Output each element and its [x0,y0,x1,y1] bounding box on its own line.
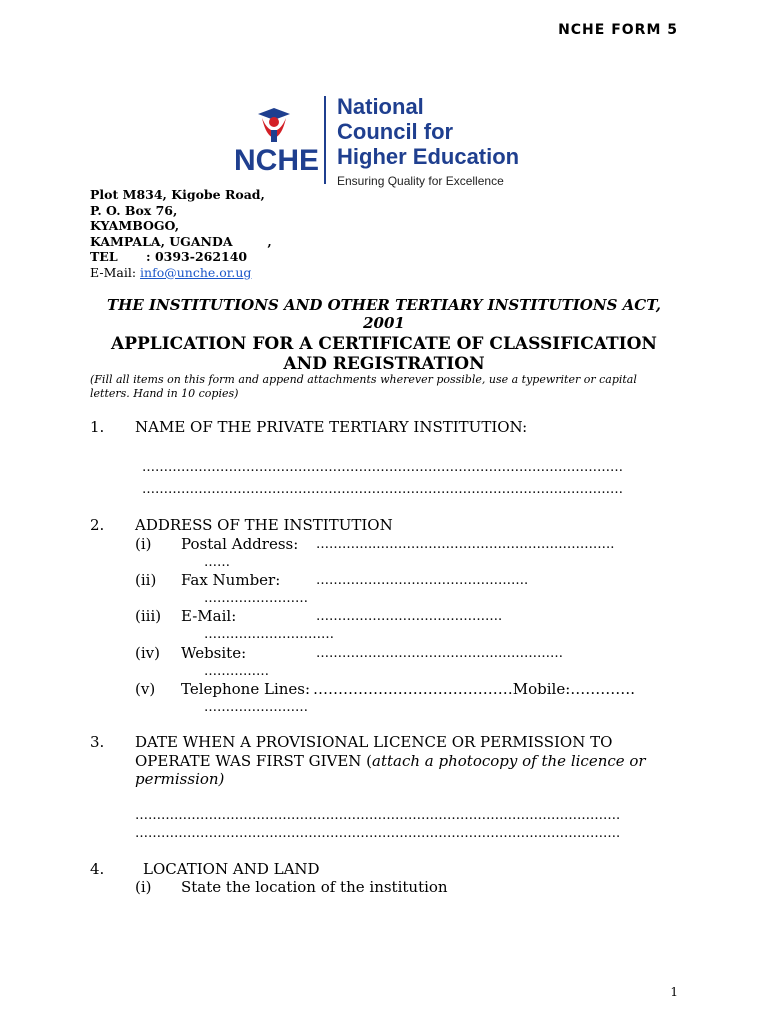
q3-line-3: permission) [135,770,225,788]
telephone-mobile-field[interactable]: …………….……………………Mobile:…………. [313,680,636,698]
address-line-1: Plot M834, Kigobe Road, [90,187,265,202]
website-field-cont[interactable]: …………… [204,664,269,679]
q3-number: 3. [90,733,105,751]
act-title: THE INSTITUTIONS AND OTHER TERTIARY INSTITUTIONS ACT, 2001 [107,296,661,332]
q3-line-2-plain: OPERATE WAS FIRST GIVEN ( [135,752,373,770]
address-line-4: KAMPALA, UGANDA , [90,233,272,249]
q3-answer-line-1[interactable]: …………………………………………………………………………………………………. [135,808,621,823]
logo-line-3: Higher Education [337,144,520,169]
telephone-lines-label: Telephone Lines: [181,680,311,698]
q3-line-2 [135,752,646,770]
q2-label: ADDRESS OF THE INSTITUTION [135,516,393,534]
logo-line-2: Council for [337,119,454,144]
fax-number-field-cont[interactable]: …………………… [204,591,308,606]
email-field-cont[interactable]: ………………………… [204,627,334,642]
q2-sub-v-number: (v) [135,680,156,698]
address-line-2: P. O. Box 76, [90,202,178,218]
telephone-line [90,249,272,265]
website-label: Website: [181,644,247,662]
q2-sub-ii-number: (ii) [135,571,157,589]
q1-label: NAME OF THE PRIVATE TERTIARY INSTITUTION: [135,418,528,436]
q3-line-2-italic: attach a photocopy of the licence or [372,752,646,770]
fax-number-label: Fax Number: [181,571,281,589]
logo-tagline: Ensuring Quality for Excellence [337,174,504,188]
q3-line-1: DATE WHEN A PROVISIONAL LICENCE OR PERMISSION TO [135,733,613,751]
instructions-note: (Fill all items on this form and append attachments wherever possible, use a typewriter or capital letters. Hand in 10 copies) [90,373,637,400]
address-block [90,187,272,280]
postal-address-label: Postal Address: [181,535,299,553]
q2-sub-i-number: (i) [135,535,152,553]
q2-number: 2. [90,516,105,534]
q2-sub-iii-number: (iii) [135,607,162,625]
q4-sub-i-number: (i) [135,878,152,896]
tel-value: : 0393-262140 [146,249,248,264]
tel-label: TEL [90,249,118,264]
q4-number: 4. [90,860,105,878]
form-number: NCHE FORM 5 [558,22,678,38]
q1-number: 1. [90,418,105,436]
website-field[interactable]: ………………………………………………… [316,646,563,661]
nche-logo [232,92,538,188]
graduate-emblem-icon [258,108,290,142]
logo-line-1: National [337,94,424,119]
q4-sub-i-label: State the location of the institution [181,878,448,896]
postal-address-field-cont[interactable]: …… [204,555,230,570]
q1-answer-line-2[interactable]: ………………………………………………………………………………………………… [142,482,623,497]
q3-answer-line-2[interactable]: …………………………………………………………………………………………………. [135,826,621,841]
q1-answer-line-1[interactable]: ………………………………………………………………………………………………… [142,460,623,475]
email-link[interactable]: info@unche.or.ug [140,264,252,280]
email-line [90,265,272,281]
address-line-3: KYAMBOGO, [90,218,180,233]
logo-acronym: NCHE [234,144,320,177]
postal-address-field[interactable]: …………..………………………………………………. [316,537,615,552]
page-number: 1 [670,985,678,999]
application-title: APPLICATION FOR A CERTIFICATE OF CLASSIFICATION AND REGISTRATION [111,334,657,374]
email-field[interactable]: ……………………………………. [316,609,503,624]
telephone-field-cont[interactable]: …………………… [204,700,308,715]
email-label-field: E-Mail: [181,607,237,625]
fax-number-field[interactable]: …………………………………………. [316,573,529,588]
q4-label: LOCATION AND LAND [143,860,320,878]
email-label: E-Mail: [90,264,141,280]
q2-sub-iv-number: (iv) [135,644,160,662]
